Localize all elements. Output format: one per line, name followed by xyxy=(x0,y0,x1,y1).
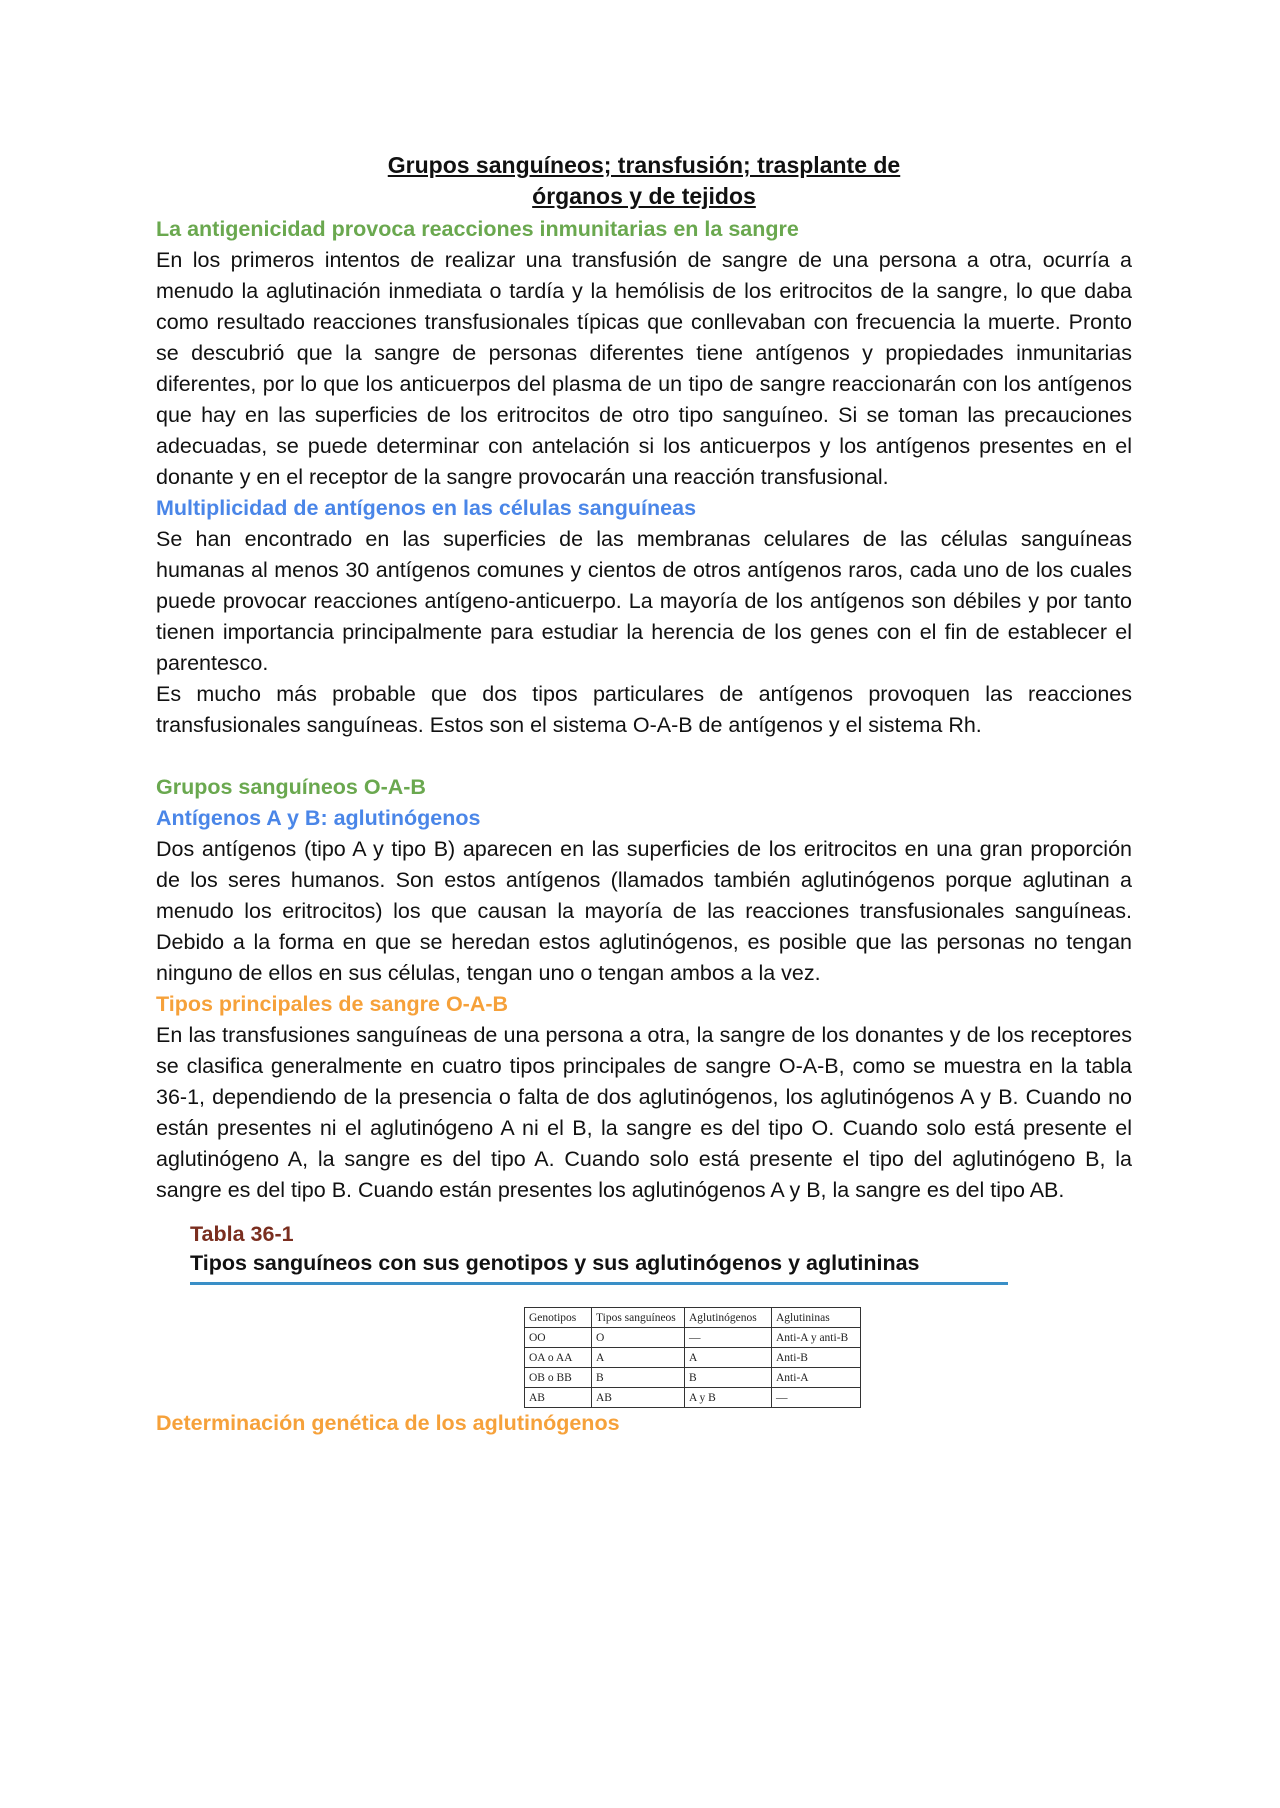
table-cell: OA o AA xyxy=(525,1348,592,1368)
column-header: Aglutinógenos xyxy=(685,1308,772,1328)
table-cell: — xyxy=(772,1388,861,1408)
heading-antigenos-ab: Antígenos A y B: aglutinógenos xyxy=(156,806,481,830)
column-header: Genotipos xyxy=(525,1308,592,1328)
table-row xyxy=(525,1368,861,1388)
table-cell: O xyxy=(592,1328,685,1348)
spacer xyxy=(156,741,1132,772)
heading-antigenicidad: La antigenicidad provoca reacciones inmunitarias en la sangre xyxy=(156,217,799,241)
blood-type-table xyxy=(524,1307,861,1408)
table-row xyxy=(525,1388,861,1408)
table-cell: B xyxy=(592,1368,685,1388)
table-cell: Anti-A y anti-B xyxy=(772,1328,861,1348)
paragraph-antigenos-ab: Dos antígenos (tipo A y tipo B) aparecen en las superficies de los eritrocitos en una gran proporción de los seres humanos. Son estos antígenos (llamados también aglutinógenos porque aglutinan a menudo los eritrocitos) los que causan la mayoría de las reacciones transfusionales sanguíneas. Debido a la forma en que se heredan estos aglutinógenos, es posible que las personas no tengan ninguno de ellos en sus células, tengan uno o tengan ambos a la vez. xyxy=(156,837,1132,985)
table-row xyxy=(525,1348,861,1368)
paragraph-tipos-principales: En las transfusiones sanguíneas de una persona a otra, la sangre de los donantes y de los receptores se clasifica generalmente en cuatro tipos principales de sangre O-A-B, como se muestra en la tabla 36-1, dependiendo de la presencia o falta de dos aglutinógenos, los aglutinógenos A y B. Cuando no están presentes ni el aglutinógeno A ni el B, la sangre es del tipo O. Cuando solo está presente el aglutinógeno A, la sangre es del tipo A. Cuando solo está presente el tipo del aglutinógeno B, la sangre es del tipo B. Cuando están presentes los aglutinógenos A y B, la sangre es del tipo AB. xyxy=(156,1023,1132,1202)
table-header-row xyxy=(525,1308,861,1328)
table-label: Tabla 36-1 xyxy=(190,1222,294,1246)
paragraph-multiplicidad-1: Se han encontrado en las superficies de las membranas celulares de las células sanguíneas humanas al menos 30 antígenos comunes y cientos de otros antígenos raros, cada uno de los cuales puede provocar reacciones antígeno-anticuerpo. La mayoría de los antígenos son débiles y por tanto tienen importancia principalmente para estudiar la herencia de los genes con el fin de establecer el parentesco. xyxy=(156,527,1132,675)
table-cell: A xyxy=(685,1348,772,1368)
table-cell: A xyxy=(592,1348,685,1368)
heading-determinacion: Determinación genética de los aglutinógenos xyxy=(156,1411,620,1435)
table-cell: Anti-B xyxy=(772,1348,861,1368)
table-cell: OB o BB xyxy=(525,1368,592,1388)
table-cell: AB xyxy=(525,1388,592,1408)
table-row xyxy=(525,1328,861,1348)
table-caption: Tipos sanguíneos con sus genotipos y sus aglutinógenos y aglutininas xyxy=(190,1248,1008,1285)
page-title-line-2: órganos y de tejidos xyxy=(532,183,756,209)
table-cell: AB xyxy=(592,1388,685,1408)
page-title xyxy=(156,150,1132,212)
table-figure xyxy=(190,1220,1008,1408)
document-page xyxy=(156,150,1132,1439)
paragraph-multiplicidad-2: Es mucho más probable que dos tipos particulares de antígenos provoquen las reacciones transfusionales sanguíneas. Estos son el sistema O-A-B de antígenos y el sistema Rh. xyxy=(156,682,1132,737)
table-cell: B xyxy=(685,1368,772,1388)
heading-tipos-principales: Tipos principales de sangre O-A-B xyxy=(156,992,509,1016)
table-cell: A y B xyxy=(685,1388,772,1408)
column-header: Aglutininas xyxy=(772,1308,861,1328)
page-title-line-1: Grupos sanguíneos; transfusión; trasplante de xyxy=(387,152,901,178)
paragraph-antigenicidad: En los primeros intentos de realizar una transfusión de sangre de una persona a otra, ocurría a menudo la aglutinación inmediata o tardía y la hemólisis de los eritrocitos de la sangre, lo que daba como resultado reacciones transfusionales típicas que conllevaban con frecuencia la muerte. Pronto se descubrió que la sangre de personas diferentes tiene antígenos y propiedades inmunitarias diferentes, por lo que los anticuerpos del plasma de un tipo de sangre reaccionarán con los antígenos que hay en las superficies de los eritrocitos de otro tipo sanguíneo. Si se toman las precauciones adecuadas, se puede determinar con antelación si los anticuerpos y los antígenos presentes en el donante y en el receptor de la sangre provocarán una reacción transfusional. xyxy=(156,248,1132,489)
column-header: Tipos sanguíneos xyxy=(592,1308,685,1328)
heading-grupos-oab: Grupos sanguíneos O-A-B xyxy=(156,775,426,799)
heading-multiplicidad: Multiplicidad de antígenos en las células sanguíneas xyxy=(156,496,697,520)
table-cell: — xyxy=(685,1328,772,1348)
table-cell: OO xyxy=(525,1328,592,1348)
table-container xyxy=(524,1307,1008,1408)
table-cell: Anti-A xyxy=(772,1368,861,1388)
